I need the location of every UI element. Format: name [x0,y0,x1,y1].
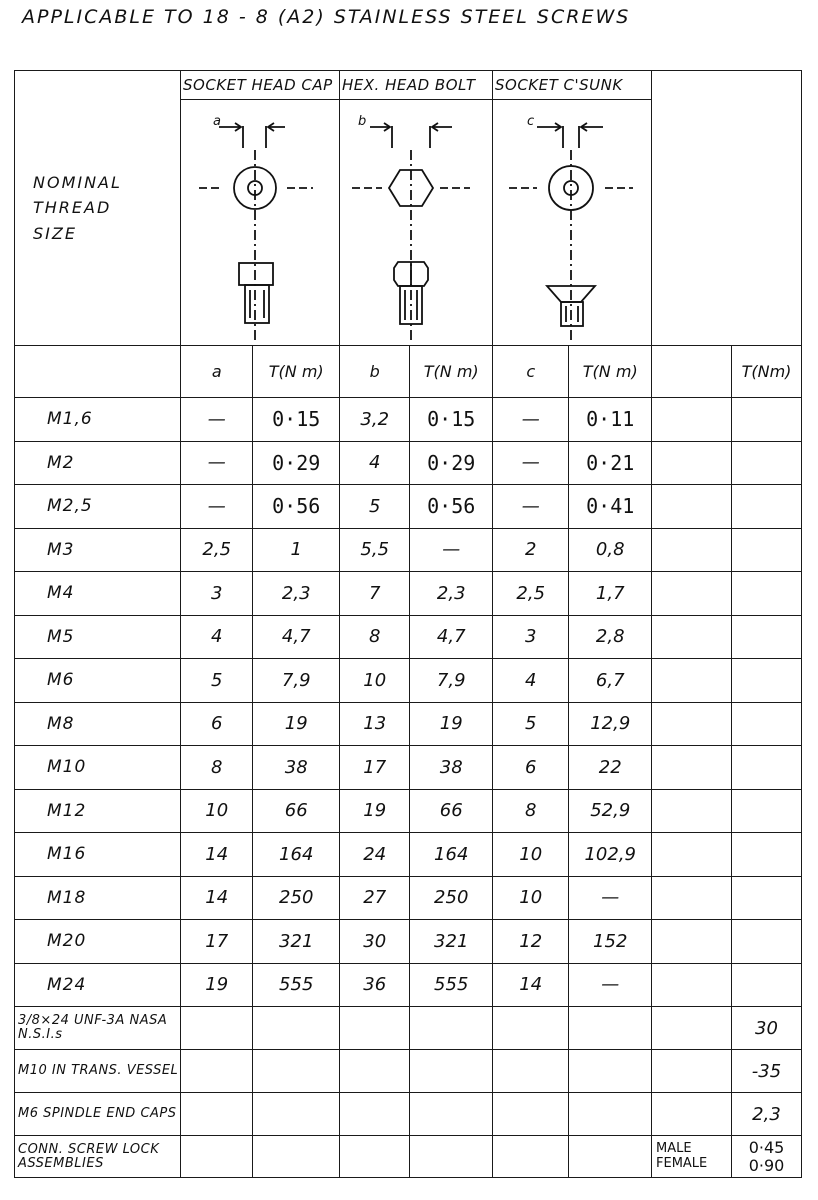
thread-size-cell: M8 [15,702,181,746]
cell-t2: 38 [410,746,493,790]
special-row [15,1050,802,1093]
socket-head-cap-drawing-cell [181,71,340,346]
cell-a: 14 [181,833,253,877]
cell-t2: 7,9 [410,659,493,703]
cell-a: 6 [181,702,253,746]
empty-cell [410,1007,493,1050]
cell-t3: 0·11 [569,398,652,442]
cell-t3: 0·41 [569,485,652,529]
cell-t1: 0·56 [253,485,340,529]
empty-cell [569,1050,652,1093]
col-header-b: b [340,346,410,398]
cell-a: 10 [181,789,253,833]
thread-size-rows [15,398,802,1007]
cell-b: 5,5 [340,528,410,572]
thread-size-cell: M18 [15,876,181,920]
cell-t1: 0·29 [253,441,340,485]
empty-cell [732,485,802,529]
cell-t2: 164 [410,833,493,877]
cell-t3: 2,8 [569,615,652,659]
dim-a-marker: a [213,114,221,129]
cell-c: 10 [493,876,569,920]
cell-b: 8 [340,615,410,659]
cell-t2: 0·15 [410,398,493,442]
conn-screw-label: CONN. SCREW LOCK ASSEMBLIES [15,1136,181,1178]
cell-c: 14 [493,963,569,1007]
cell-c: — [493,441,569,485]
cell-b: 27 [340,876,410,920]
table-row [15,572,802,616]
cell-t2: 321 [410,920,493,964]
table-row [15,398,802,442]
thread-size-cell: M16 [15,833,181,877]
empty-cell [732,398,802,442]
hex-head-bolt-drawing [340,100,492,345]
socket-csunk-title: SOCKET C'SUNK [493,71,651,100]
cell-b: 24 [340,833,410,877]
nominal-spacer-cell [15,346,181,398]
cell-t2: 66 [410,789,493,833]
cell-c: 4 [493,659,569,703]
cell-t1: 7,9 [253,659,340,703]
special-row-torque: 2,3 [732,1093,802,1136]
table-row [15,528,802,572]
table-row [15,659,802,703]
thread-size-cell: M20 [15,920,181,964]
table-row [15,702,802,746]
thread-size-cell: M5 [15,615,181,659]
cell-a: 8 [181,746,253,790]
empty-cell [652,789,732,833]
dim-b-marker: b [358,114,367,129]
thread-size-cell: M2,5 [15,485,181,529]
empty-cell [652,702,732,746]
empty-cell [181,1007,253,1050]
female-label: FEMALE [656,1155,708,1171]
cell-a: — [181,485,253,529]
cell-t2: 555 [410,963,493,1007]
empty-cell [652,441,732,485]
table-row [15,746,802,790]
empty-cell [652,528,732,572]
other-column-header-cell [652,71,802,346]
cell-t1: 0·15 [253,398,340,442]
empty-cell [493,1050,569,1093]
col-header-a: a [181,346,253,398]
empty-cell [732,572,802,616]
cell-t3: 22 [569,746,652,790]
empty-cell [652,572,732,616]
cell-t1: 1 [253,528,340,572]
cell-c: 8 [493,789,569,833]
cell-a: 2,5 [181,528,253,572]
cell-t3: 102,9 [569,833,652,877]
col-header-blank [652,346,732,398]
nominal-thread-size-label: NOMINAL THREAD SIZE [15,71,181,346]
empty-cell [652,1007,732,1050]
empty-cell [652,963,732,1007]
cell-b: 13 [340,702,410,746]
cell-c: — [493,398,569,442]
empty-cell [493,1093,569,1136]
male-label: MALE [656,1141,692,1157]
cell-t3: 0,8 [569,528,652,572]
male-female-torques [732,1136,802,1178]
empty-cell [340,1007,410,1050]
thread-size-cell: M1,6 [15,398,181,442]
empty-cell [732,963,802,1007]
thread-size-cell: M4 [15,572,181,616]
empty-cell [652,615,732,659]
empty-cell [253,1050,340,1093]
thread-size-cell: M12 [15,789,181,833]
empty-cell [340,1093,410,1136]
special-row-label: 3/8×24 UNF-3A NASA N.S.I.s [15,1007,181,1050]
empty-cell [732,789,802,833]
cell-t1: 2,3 [253,572,340,616]
cell-c: 10 [493,833,569,877]
cell-t3: 1,7 [569,572,652,616]
table-row [15,485,802,529]
thread-size-cell: M2 [15,441,181,485]
cell-c: 5 [493,702,569,746]
empty-cell [732,833,802,877]
table-row [15,876,802,920]
male-torque: 0·45 [748,1137,785,1157]
col-header-t3: T(N m) [569,346,652,398]
cell-b: 10 [340,659,410,703]
cell-t3: 6,7 [569,659,652,703]
cell-t1: 250 [253,876,340,920]
cell-a: 14 [181,876,253,920]
table-row [15,920,802,964]
cell-t2: — [410,528,493,572]
empty-cell [652,746,732,790]
cell-t1: 4,7 [253,615,340,659]
cell-t1: 164 [253,833,340,877]
cell-a: 5 [181,659,253,703]
cell-c: 2,5 [493,572,569,616]
cell-b: 36 [340,963,410,1007]
drawing-header-row [15,71,802,346]
female-torque: 0·90 [748,1155,785,1175]
cell-b: 19 [340,789,410,833]
empty-cell [410,1050,493,1093]
empty-cell [652,398,732,442]
empty-cell [732,441,802,485]
cell-a: 3 [181,572,253,616]
cell-t3: 52,9 [569,789,652,833]
empty-cell [253,1093,340,1136]
special-row-torque: 30 [732,1007,802,1050]
socket-csunk-drawing [493,100,651,345]
cell-t1: 66 [253,789,340,833]
cell-c: 6 [493,746,569,790]
cell-t2: 19 [410,702,493,746]
col-header-c: c [493,346,569,398]
empty-cell [732,615,802,659]
empty-cell [569,1093,652,1136]
thread-size-cell: M3 [15,528,181,572]
empty-cell [652,1093,732,1136]
cell-t3: 0·21 [569,441,652,485]
cell-t1: 555 [253,963,340,1007]
empty-cell [340,1050,410,1093]
thread-size-cell: M10 [15,746,181,790]
table-row [15,789,802,833]
col-header-t1: T(N m) [253,346,340,398]
empty-cell [410,1093,493,1136]
special-row [15,1007,802,1050]
cell-c: 12 [493,920,569,964]
cell-t3: 152 [569,920,652,964]
empty-cell [569,1007,652,1050]
socket-csunk-drawing-cell [493,71,652,346]
empty-cell [652,659,732,703]
socket-head-cap-drawing [181,100,339,345]
cell-b: 5 [340,485,410,529]
socket-head-cap-title: SOCKET HEAD CAP [181,71,339,100]
thread-size-cell: M6 [15,659,181,703]
cell-t3: — [569,963,652,1007]
empty-cell [181,1050,253,1093]
cell-t1: 321 [253,920,340,964]
empty-cell [732,528,802,572]
empty-cell [253,1007,340,1050]
cell-a: 4 [181,615,253,659]
table-row [15,615,802,659]
page-title: APPLICABLE TO 18 - 8 (A2) STAINLESS STEEL SCREWS [22,6,631,28]
special-row-torque: -35 [732,1050,802,1093]
torque-table [14,70,802,1178]
conn-screw-row [15,1136,802,1178]
male-female-labels [652,1136,732,1178]
cell-b: 3,2 [340,398,410,442]
cell-t1: 19 [253,702,340,746]
cell-b: 17 [340,746,410,790]
empty-cell [732,920,802,964]
special-row-label: M10 IN TRANS. VESSEL [15,1050,181,1093]
empty-cell [652,876,732,920]
column-header-row [15,346,802,398]
table-row [15,963,802,1007]
special-row-label: M6 SPINDLE END CAPS [15,1093,181,1136]
hex-head-bolt-drawing-cell [340,71,493,346]
cell-a: 17 [181,920,253,964]
empty-cell [732,702,802,746]
empty-cell [181,1093,253,1136]
cell-t2: 0·56 [410,485,493,529]
empty-cell [652,920,732,964]
cell-t3: — [569,876,652,920]
col-header-t2: T(N m) [410,346,493,398]
table-row [15,833,802,877]
cell-b: 4 [340,441,410,485]
cell-c: 2 [493,528,569,572]
empty-cell [652,833,732,877]
empty-cell [652,485,732,529]
empty-cell [652,1050,732,1093]
hex-head-bolt-title: HEX. HEAD BOLT [340,71,492,100]
col-header-t4: T(Nm) [732,346,802,398]
cell-c: — [493,485,569,529]
cell-t3: 12,9 [569,702,652,746]
special-rows [15,1007,802,1136]
empty-cell [732,876,802,920]
empty-cell [732,659,802,703]
empty-cell [493,1007,569,1050]
cell-t1: 38 [253,746,340,790]
table-row [15,441,802,485]
cell-a: 19 [181,963,253,1007]
cell-t2: 4,7 [410,615,493,659]
special-row [15,1093,802,1136]
cell-t2: 0·29 [410,441,493,485]
cell-b: 7 [340,572,410,616]
empty-cell [732,746,802,790]
dim-c-marker: c [527,114,535,129]
cell-t2: 250 [410,876,493,920]
cell-b: 30 [340,920,410,964]
cell-c: 3 [493,615,569,659]
cell-a: — [181,398,253,442]
cell-a: — [181,441,253,485]
cell-t2: 2,3 [410,572,493,616]
thread-size-cell: M24 [15,963,181,1007]
